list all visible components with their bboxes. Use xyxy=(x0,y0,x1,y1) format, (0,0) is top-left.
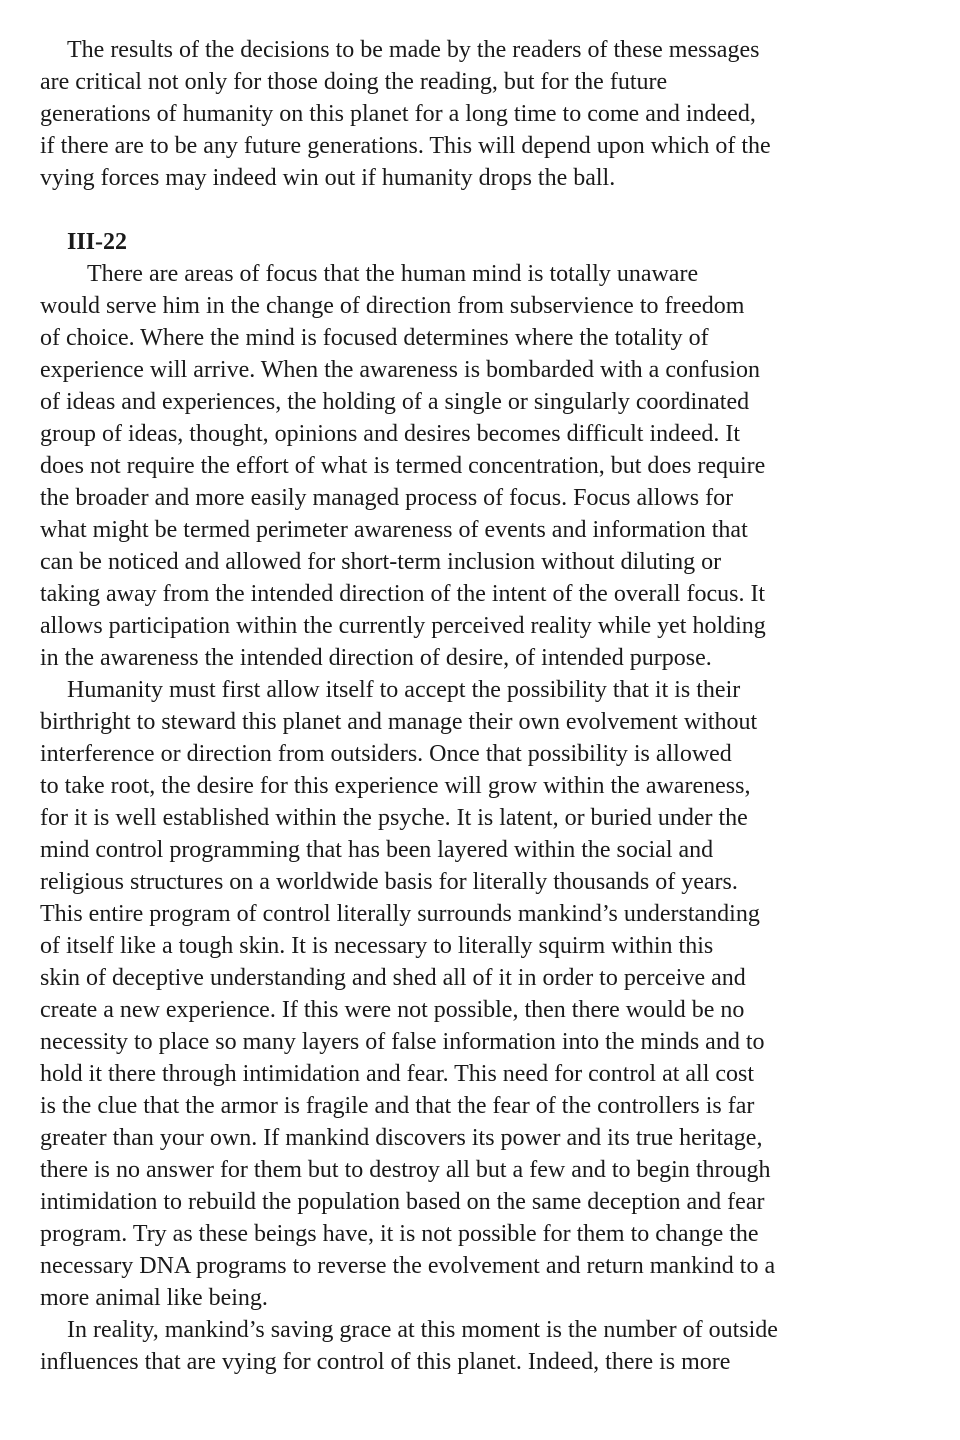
text-line: can be noticed and allowed for short-term inclusion without diluting or xyxy=(40,549,722,575)
text-line: to take root, the desire for this experience will grow within the awareness, xyxy=(40,773,751,799)
text-line: allows participation within the currently perceived reality while yet holding xyxy=(40,613,766,639)
text-line: of itself like a tough skin. It is necessary to literally squirm within this xyxy=(40,933,714,959)
text-line: necessary DNA programs to reverse the evolvement and return mankind to a xyxy=(40,1253,776,1279)
paragraph-3 xyxy=(40,674,940,1314)
section-heading: III-22 xyxy=(67,229,128,255)
text-line: religious structures on a worldwide basis for literally thousands of years. xyxy=(40,869,738,895)
text-line: program. Try as these beings have, it is not possible for them to change the xyxy=(40,1221,759,1247)
text-line: if there are to be any future generations. This will depend upon which of the xyxy=(40,133,771,159)
text-line: experience will arrive. When the awareness is bombarded with a confusion xyxy=(40,357,760,383)
text-line: for it is well established within the psyche. It is latent, or buried under the xyxy=(40,805,748,831)
paragraph-spacer xyxy=(40,194,940,226)
text-line: does not require the effort of what is termed concentration, but does require xyxy=(40,453,766,479)
text-line: of ideas and experiences, the holding of a single or singularly coordinated xyxy=(40,389,750,415)
text-line: vying forces may indeed win out if humanity drops the ball. xyxy=(40,165,616,191)
text-line: In reality, mankind’s saving grace at this moment is the number of outside xyxy=(67,1317,778,1343)
text-line: The results of the decisions to be made by the readers of these messages xyxy=(67,37,760,63)
paragraph-4 xyxy=(40,1314,940,1378)
document-page xyxy=(40,34,940,1378)
paragraph-2 xyxy=(40,258,940,674)
text-line: interference or direction from outsiders. Once that possibility is allowed xyxy=(40,741,732,767)
text-line: there is no answer for them but to destroy all but a few and to begin through xyxy=(40,1157,771,1183)
text-line: what might be termed perimeter awareness of events and information that xyxy=(40,517,748,543)
paragraph-1 xyxy=(40,34,940,194)
text-line: would serve him in the change of direction from subservience to freedom xyxy=(40,293,745,319)
text-line: of choice. Where the mind is focused determines where the totality of xyxy=(40,325,709,351)
text-line: taking away from the intended direction of the intent of the overall focus. It xyxy=(40,581,766,607)
text-line: greater than your own. If mankind discovers its power and its true heritage, xyxy=(40,1125,763,1151)
text-line: hold it there through intimidation and fear. This need for control at all cost xyxy=(40,1061,755,1087)
text-line: This entire program of control literally surrounds mankind’s understanding xyxy=(40,901,760,927)
text-line: group of ideas, thought, opinions and desires becomes difficult indeed. It xyxy=(40,421,741,447)
text-line: Humanity must first allow itself to accept the possibility that it is their xyxy=(67,677,741,703)
text-line: influences that are vying for control of this planet. Indeed, there is more xyxy=(40,1349,731,1375)
text-line: generations of humanity on this planet for a long time to come and indeed, xyxy=(40,101,756,127)
text-line: mind control programming that has been layered within the social and xyxy=(40,837,714,863)
text-line: There are areas of focus that the human mind is totally unaware xyxy=(87,261,699,287)
text-line: the broader and more easily managed process of focus. Focus allows for xyxy=(40,485,734,511)
text-line: more animal like being. xyxy=(40,1285,268,1311)
text-line: intimidation to rebuild the population based on the same deception and fear xyxy=(40,1189,765,1215)
text-line: is the clue that the armor is fragile and that the fear of the controllers is far xyxy=(40,1093,755,1119)
text-line: in the awareness the intended direction of desire, of intended purpose. xyxy=(40,645,712,671)
text-line: birthright to steward this planet and manage their own evolvement without xyxy=(40,709,758,735)
text-line: skin of deceptive understanding and shed all of it in order to perceive and xyxy=(40,965,746,991)
text-line: necessity to place so many layers of false information into the minds and to xyxy=(40,1029,765,1055)
text-line: are critical not only for those doing the reading, but for the future xyxy=(40,69,668,95)
text-line: create a new experience. If this were not possible, then there would be no xyxy=(40,997,745,1023)
